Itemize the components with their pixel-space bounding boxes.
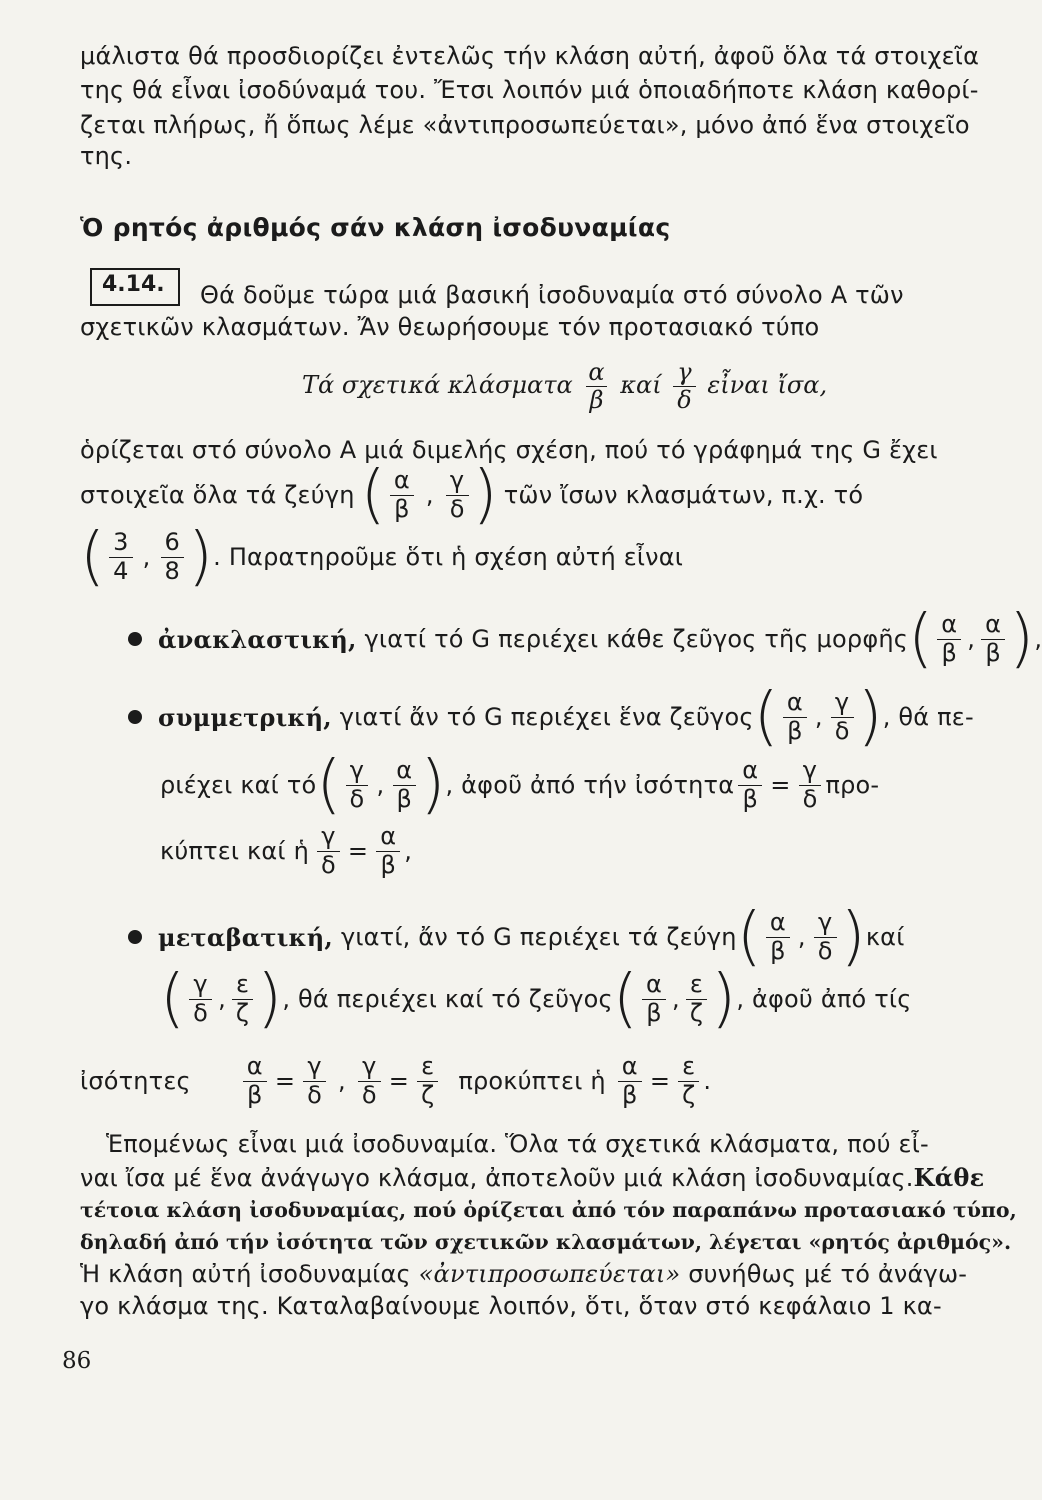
comma: , (814, 703, 823, 731)
propositional-formula (302, 360, 827, 413)
conclusion-line-2 (80, 1163, 984, 1192)
paren-close: ) (420, 748, 446, 822)
equals-sign: = (649, 1067, 671, 1095)
bullet-dot-icon (128, 710, 142, 724)
relation-l2-prefix: στοιχεῖα ὅλα τά ζεύγη (80, 481, 355, 509)
paren-open: ( (316, 748, 342, 822)
frac-g-d: $\frac{\gamma}{\delta}$ (358, 1054, 381, 1107)
frac-g-d: $\frac{\gamma}{\delta}$ (814, 910, 837, 963)
paren-open: ( (612, 962, 639, 1036)
formula-and: καί (620, 371, 662, 400)
comma: , (967, 625, 976, 653)
text-line-1: μάλιστα θά προσδιορίζει ἐντελῶς τήν κλάση αὐτή, ἀφοῦ ὅλα τά στοιχεῖα (80, 42, 980, 70)
conclusion-l2-bold: Κάθε (913, 1163, 985, 1192)
formula-prefix: Τά σχετικά κλάσματα (302, 371, 573, 400)
bullet-symmetric (128, 680, 974, 754)
frac-g-d: $\frac{\gamma}{\delta}$ (799, 758, 822, 811)
para1-line-1: Θά δοῦμε τώρα μιά βασική ἰσοδυναμία στό σύνολο Α τῶν (200, 281, 904, 309)
symmetric-end: , θά πε- (882, 703, 974, 731)
section-heading: Ὁ ρητός ἀριθμός σάν κλάση ἰσοδυναμίας (80, 213, 671, 242)
relation-line-1: ὁρίζεται στό σύνολο Α μιά διμελής σχέση, πού τό γράφημά της G ἔχει (80, 436, 938, 464)
bullet-dot-icon (128, 632, 142, 646)
comma: , (376, 771, 385, 799)
conclusion-l5a: Ἡ κλάση αὐτή ἰσοδυναμίας (80, 1260, 411, 1288)
equals-sign: = (274, 1067, 296, 1095)
transitive-text: γιατί, ἄν τό G περιέχει τά ζεύγη (340, 923, 737, 951)
relation-line-3 (80, 522, 683, 592)
period: . (703, 1067, 712, 1095)
conclusion-line-6: γο κλάσμα της. Καταλαβαίνουμε λοιπόν, ὅτι, ὅταν στό κεφάλαιο 1 κα- (80, 1292, 942, 1320)
transitive-term: μεταβατική, (158, 922, 333, 952)
pair-frac-2: $\frac{\gamma}{\delta}$ (446, 468, 469, 521)
equalities-line (80, 1048, 711, 1114)
pair-frac-1: $\frac{\alpha}{\beta}$ (390, 468, 414, 521)
paren-open: ( (753, 680, 779, 754)
paren-close: ) (472, 458, 498, 532)
paren-close: ) (857, 680, 883, 754)
comma: , (218, 985, 226, 1013)
symmetric-l2a: ριέχει καί τό (160, 771, 317, 799)
paren-close: ) (257, 962, 283, 1036)
frac-e-z: $\frac{\varepsilon}{\zeta}$ (232, 972, 253, 1025)
frac-a-b: $\frac{\alpha}{\beta}$ (783, 690, 807, 743)
conclusion-l5-italic: «ἀντιπροσωπεύεται» (418, 1260, 681, 1288)
comma: , (142, 543, 151, 571)
relation-l3-suffix: . Παρατηροῦμε ὅτι ἡ σχέση αὐτή εἶναι (213, 543, 684, 571)
frac-e-z: $\frac{\varepsilon}{\zeta}$ (678, 1054, 699, 1107)
paren-open: ( (160, 962, 186, 1036)
transitive-and: καί (865, 923, 905, 951)
frac-g-d: $\frac{\gamma}{\delta}$ (317, 824, 340, 877)
transitive-l2a: , θά περιέχει καί τό ζεῦγος (282, 985, 613, 1013)
frac-a-b: $\frac{\alpha}{\beta}$ (618, 1054, 642, 1107)
bullet-transitive (128, 900, 905, 974)
conclusion-line-5 (80, 1260, 967, 1288)
symmetric-line-2 (160, 748, 880, 822)
frac-a-b: $\frac{\alpha}{\beta}$ (376, 824, 400, 877)
paren-close: ) (1009, 602, 1035, 676)
symmetric-term: συμμετρική, (158, 702, 332, 732)
equals-sign: = (770, 771, 791, 799)
frac-g-d: $\frac{\gamma}{\delta}$ (189, 972, 212, 1025)
comma: , (797, 923, 806, 951)
transitive-line-2 (160, 962, 912, 1036)
frac-a-b: $\frac{\alpha}{\beta}$ (766, 910, 790, 963)
comma: , (425, 481, 434, 509)
frac-a-b: $\frac{\alpha}{\beta}$ (642, 972, 666, 1025)
frac-a-b: $\frac{\alpha}{\beta}$ (937, 612, 961, 665)
conclusion-line-1: Ἑπομένως εἶναι μιά ἰσοδυναμία. Ὅλα τά σχετικά κλάσματα, πού εἶ- (106, 1130, 929, 1158)
fraction-alpha-beta: $\frac{\alpha}{\beta}$ (584, 360, 608, 413)
frac-a-b: $\frac{\alpha}{\beta}$ (243, 1054, 267, 1107)
conclusion-l5b: συνήθως μέ τό ἀνάγω- (688, 1260, 968, 1288)
symmetric-l2b: , ἀφοῦ ἀπό τήν ἰσότητα (445, 771, 735, 799)
equals-sign: = (347, 837, 369, 865)
example-frac-1: $\frac{3}{4}$ (109, 530, 132, 583)
reflexive-term: ἀνακλαστική, (158, 624, 357, 654)
paren-close: ) (840, 900, 866, 974)
frac-e-z: $\frac{\varepsilon}{\zeta}$ (417, 1054, 438, 1107)
paren-open: ( (736, 900, 762, 974)
section-number: 4.14. (102, 272, 165, 297)
fraction-gamma-delta: $\frac{\gamma}{\delta}$ (673, 360, 695, 413)
frac-g-d: $\frac{\gamma}{\delta}$ (346, 758, 369, 811)
bullet-reflexive (128, 602, 1042, 676)
equals-sign: = (388, 1067, 410, 1095)
page-number: 86 (62, 1348, 92, 1374)
text-line-4: της. (80, 142, 133, 170)
paren-open: ( (360, 458, 386, 532)
symmetric-line-3 (160, 818, 412, 884)
symmetric-text: γιατί ἄν τό G περιέχει ἕνα ζεῦγος (339, 703, 754, 731)
formula-suffix: εἶναι ἴσα, (707, 371, 828, 400)
frac-a-b: $\frac{\alpha}{\beta}$ (738, 758, 762, 811)
text-line-3: ζεται πλήρως, ἤ ὅπως λέμε «ἀντιπροσωπεύεται», μόνο ἀπό ἕνα στοιχεῖο (80, 111, 970, 139)
paren-close: ) (711, 962, 737, 1036)
paren-close: ) (187, 520, 214, 594)
paren-open: ( (80, 520, 106, 594)
example-frac-2: $\frac{6}{8}$ (161, 530, 184, 583)
conclusion-l2-text: ναι ἴσα μέ ἕνα ἀνάγωγο κλάσμα, ἀποτελοῦν μιά κλάση ἰσοδυναμίας. (80, 1164, 914, 1192)
paren-open: ( (908, 602, 934, 676)
comma: , (404, 837, 413, 865)
reflexive-text: γιατί τό G περιέχει κάθε ζεῦγος τῆς μορφῆς (364, 625, 909, 653)
text-line-2: της θά εἶναι ἰσοδύναμά του. Ἔτσι λοιπόν μιά ὁποιαδήποτε κλάση καθορί- (80, 76, 979, 104)
frac-e-z: $\frac{\varepsilon}{\zeta}$ (686, 972, 707, 1025)
transitive-l2b: , ἀφοῦ ἀπό τίς (736, 985, 912, 1013)
relation-l2-suffix: τῶν ἴσων κλασμάτων, π.χ. τό (503, 481, 864, 509)
frac-a-b-2: $\frac{\alpha}{\beta}$ (981, 612, 1005, 665)
frac-g-d: $\frac{\gamma}{\delta}$ (303, 1054, 326, 1107)
bullet-dot-icon (128, 930, 142, 944)
equalities-result: προκύπτει ἡ (458, 1067, 606, 1095)
comma: , (672, 985, 680, 1013)
para1-line-2: σχετικῶν κλασμάτων. Ἄν θεωρήσουμε τόν προτασιακό τύπο (80, 313, 820, 341)
frac-a-b: $\frac{\alpha}{\beta}$ (392, 758, 416, 811)
symmetric-l3: κύπτει καί ἡ (160, 837, 309, 865)
equalities-word: ἰσότητες (80, 1067, 191, 1095)
comma: , (1034, 625, 1042, 653)
symmetric-l2c: προ- (825, 771, 880, 799)
frac-g-d: $\frac{\gamma}{\delta}$ (831, 690, 854, 743)
comma: , (338, 1067, 346, 1095)
conclusion-line-3: τέτοια κλάση ἰσοδυναμίας, πού ὁρίζεται ἀπό τόν παραπάνω προτασιακό τύπο, (80, 1198, 1017, 1222)
conclusion-line-4: δηλαδή ἀπό τήν ἰσότητα τῶν σχετικῶν κλασμάτων, λέγεται «ρητός ἀριθμός». (80, 1230, 1012, 1254)
